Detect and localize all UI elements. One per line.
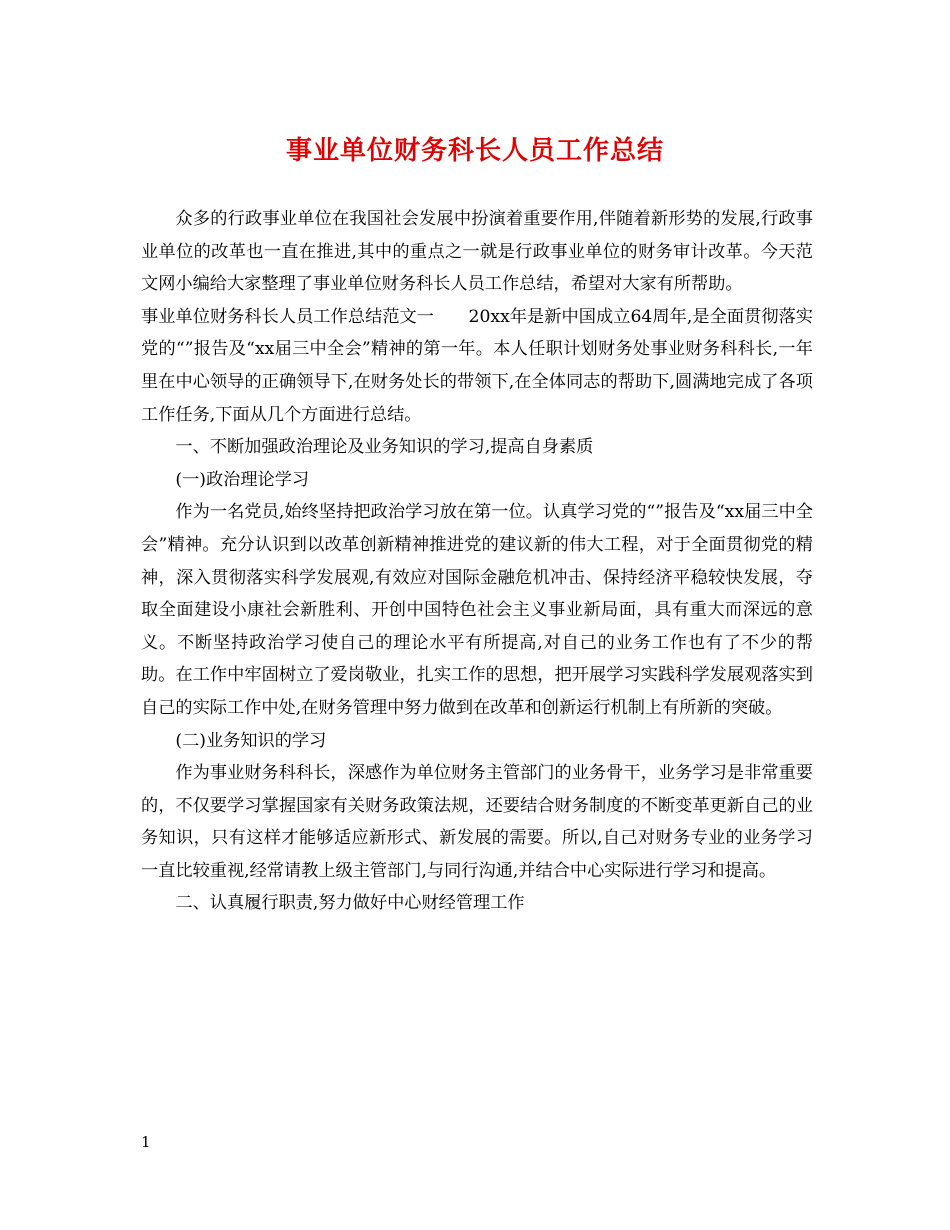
page-number: 1 — [141, 1133, 151, 1151]
document-title: 事业单位财务科长人员工作总结 — [285, 136, 664, 166]
subsection-heading-1: (一)政治理论学习 — [175, 469, 310, 490]
paragraph-intro: 众多的行政事业单位在我国社会发展中扮演着重要作用,伴随着新形势的发展,行政事业单位的改革也一直在推进,其中的重点之一就是行政事业单位的财务审计改革。今天范文网小编给大家整理了事业单位财务科长人员工作总结，希望对大家有所帮助。 — [141, 209, 813, 295]
paragraph-business-study: 作为事业财务科科长，深感作为单位财务主管部门的业务骨干，业务学习是非常重要的，不仅要学习掌握国家有关财务政策法规，还要结合财务制度的不断变革更新自己的业务知识，只有这样才能够适应新形式、新发展的需要。所以,自己对财务专业的业务学习一直比较重视,经常请教上级主管部门,与同行沟通,并结合中心实际进行学习和提高。 — [141, 763, 813, 881]
paragraph-political-study: 作为一名党员,始终坚持把政治学习放在第一位。认真学习党的“”报告及“xx届三中全会”精神。充分认识到以改革创新精神推进党的建议新的伟大工程，对于全面贯彻党的精神，深入贯彻落实科学发展观,有效应对国际金融危机冲击、保持经济平稳较快发展，夺取全面建设小康社会新胜利、开创中国特色社会主义事业新局面，具有重大而深远的意义。不断坚持政治学习使自己的理论水平有所提高,对自己的业务工作也有了不少的帮助。在工作中牢固树立了爱岗敬业，扎实工作的思想，把开展学习实践科学发展观落实到自己的实际工作中处,在财务管理中努力做到在改革和创新运行机制上有所新的突破。 — [141, 502, 813, 718]
section-heading-1: 一、不断加强政治理论及业务知识的学习,提高自身素质 — [175, 437, 594, 458]
section-heading-2: 二、认真履行职责,努力做好中心财经管理工作 — [175, 893, 525, 914]
subsection-heading-2: (二)业务知识的学习 — [175, 730, 327, 751]
paragraph-sample-one: 事业单位财务科长人员工作总结范文一 20xx年是新中国成立64周年,是全面贯彻落实党的“”报告及“xx届三中全会”精神的第一年。本人任职计划财务处事业财务科科长,一年里在中心领导的正确领导下,在财务处长的带领下,在全体同志的帮助下,圆满地完成了各项工作任务,下面从几个方面进行总结。 — [141, 306, 813, 425]
document-body — [141, 203, 813, 920]
